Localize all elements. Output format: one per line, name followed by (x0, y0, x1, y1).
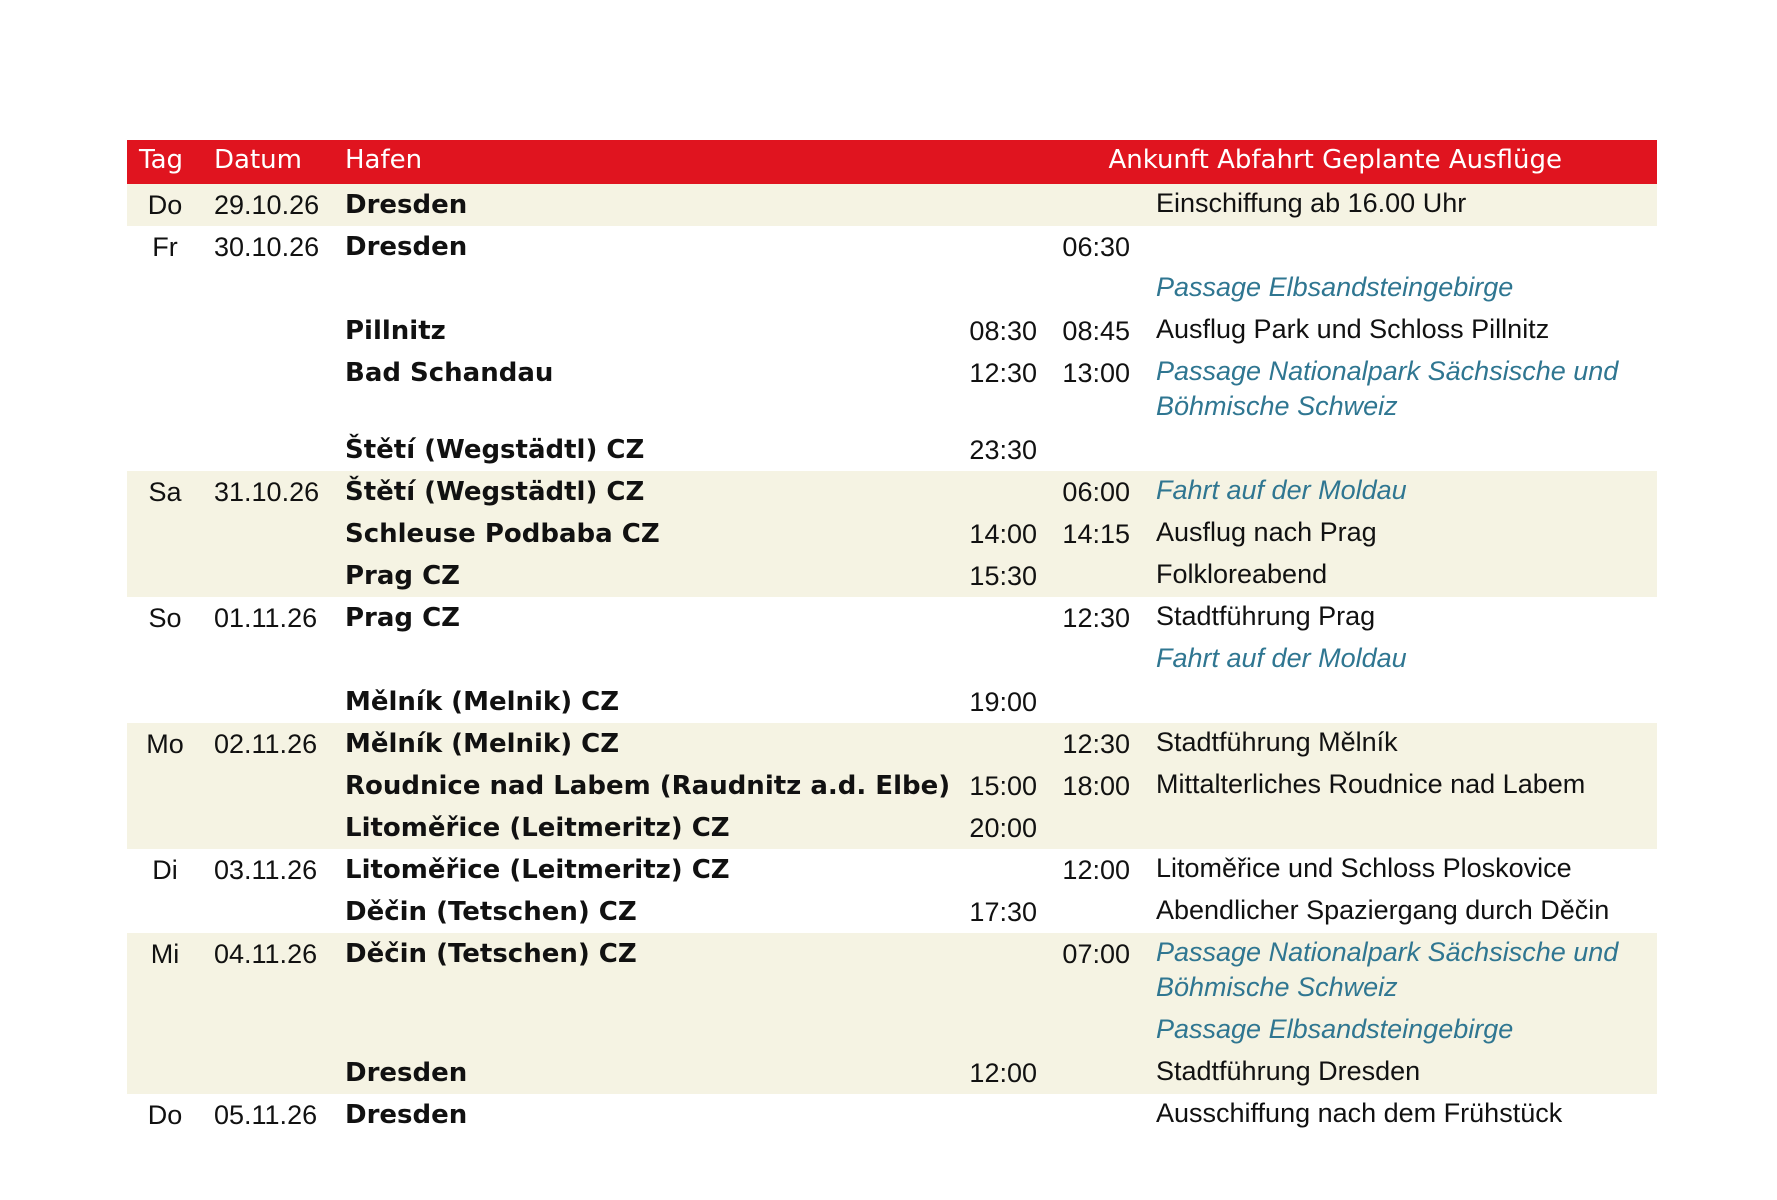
cell-abfahrt: 14:15 (1062, 519, 1130, 549)
cell-tag: So (148, 603, 182, 633)
table-row (127, 513, 1657, 555)
cell-hafen: Dresden (345, 1058, 468, 1088)
cell-ausflug: Einschiffung ab 16.00 Uhr (1156, 188, 1467, 218)
cell-ausflug: Passage Nationalpark Sächsische und Böhmische Schweiz (1156, 937, 1619, 1002)
table-row (127, 765, 1657, 807)
cell-abfahrt: 18:00 (1062, 771, 1130, 801)
cell-ankunft: 23:30 (969, 435, 1037, 465)
cell-ausflug: Passage Elbsandsteingebirge (1156, 272, 1514, 302)
day-group (127, 471, 1657, 597)
cell-datum: 29.10.26 (214, 190, 320, 220)
table-row (127, 268, 1657, 310)
cell-ausflug: Folkloreabend (1156, 559, 1328, 589)
cell-ausflug: Passage Elbsandsteingebirge (1156, 1014, 1514, 1044)
header-tag: Tag (139, 145, 184, 175)
cell-ausflug: Litoměřice und Schloss Ploskovice (1156, 853, 1572, 883)
cell-ankunft: 12:30 (969, 358, 1037, 388)
cell-ankunft: 14:00 (969, 519, 1037, 549)
cell-ausflug: Stadtführung Prag (1156, 601, 1376, 631)
cell-abfahrt: 06:30 (1062, 232, 1130, 262)
header-datum: Datum (214, 145, 302, 175)
table-row (127, 1094, 1657, 1136)
header-ankunft-abfahrt-ausfluege: Ankunft Abfahrt Geplante Ausflüge (1108, 145, 1562, 175)
table-row (127, 891, 1657, 933)
table-header (127, 140, 1657, 184)
cell-tag: Mo (146, 729, 184, 759)
table-row (127, 933, 1657, 1010)
table-row (127, 597, 1657, 639)
table-body (127, 184, 1657, 1136)
cell-hafen: Dresden (345, 232, 468, 262)
cell-hafen: Děčin (Tetschen) CZ (345, 939, 637, 969)
cell-ausflug: Mittalterliches Roudnice nad Labem (1156, 769, 1586, 799)
cell-datum: 31.10.26 (214, 477, 320, 507)
cell-abfahrt: 06:00 (1062, 477, 1130, 507)
header-hafen: Hafen (345, 145, 423, 175)
cell-hafen: Štětí (Wegstädtl) CZ (345, 435, 645, 465)
cell-hafen: Děčin (Tetschen) CZ (345, 897, 637, 927)
day-group (127, 849, 1657, 933)
cell-datum: 01.11.26 (214, 603, 318, 633)
cell-hafen: Schleuse Podbaba CZ (345, 519, 660, 549)
table-row (127, 681, 1657, 723)
table-row (127, 807, 1657, 849)
cell-tag: Do (147, 190, 183, 220)
cell-hafen: Štětí (Wegstädtl) CZ (345, 477, 645, 507)
cell-ausflug: Stadtführung Mělník (1156, 727, 1398, 757)
cell-ausflug: Ausflug nach Prag (1156, 517, 1377, 547)
cell-ankunft: 20:00 (969, 813, 1037, 843)
cell-ausflug: Fahrt auf der Moldau (1156, 643, 1407, 673)
table-row (127, 471, 1657, 513)
cell-tag: Sa (148, 477, 182, 507)
cell-hafen: Litoměřice (Leitmeritz) CZ (345, 813, 730, 843)
day-group (127, 597, 1657, 723)
cell-tag: Fr (152, 232, 178, 262)
cell-datum: 02.11.26 (214, 729, 318, 759)
cell-ausflug: Stadtführung Dresden (1156, 1056, 1421, 1086)
table-row (127, 849, 1657, 891)
table-row (127, 723, 1657, 765)
cell-datum: 04.11.26 (214, 939, 318, 969)
cell-hafen: Litoměřice (Leitmeritz) CZ (345, 855, 730, 885)
cell-abfahrt: 13:00 (1062, 358, 1130, 388)
cell-hafen: Pillnitz (345, 316, 446, 346)
cell-hafen: Prag CZ (345, 561, 461, 591)
itinerary-table (127, 140, 1657, 1136)
table-row (127, 555, 1657, 597)
table-row (127, 429, 1657, 471)
day-group (127, 226, 1657, 471)
cell-hafen: Roudnice nad Labem (Raudnitz a.d. Elbe) (345, 771, 951, 801)
cell-datum: 03.11.26 (214, 855, 318, 885)
cell-ausflug: Fahrt auf der Moldau (1156, 475, 1407, 505)
day-group (127, 184, 1657, 226)
table-row (127, 310, 1657, 352)
table-row (127, 639, 1657, 681)
cell-abfahrt: 07:00 (1062, 939, 1130, 969)
cell-abfahrt: 12:30 (1062, 603, 1130, 633)
cell-ankunft: 15:00 (969, 771, 1037, 801)
table-row (127, 1010, 1657, 1052)
cell-ankunft: 12:00 (969, 1058, 1037, 1088)
cell-abfahrt: 12:30 (1062, 729, 1130, 759)
cell-tag: Do (147, 1100, 183, 1130)
cell-abfahrt: 12:00 (1062, 855, 1130, 885)
table-row (127, 226, 1657, 268)
cell-ausflug: Abendlicher Spaziergang durch Děčin (1156, 895, 1610, 925)
cell-ankunft: 17:30 (969, 897, 1037, 927)
cell-hafen: Dresden (345, 1100, 468, 1130)
cell-ausflug: Ausschiffung nach dem Frühstück (1156, 1098, 1563, 1128)
cell-ankunft: 15:30 (969, 561, 1037, 591)
cell-tag: Di (152, 855, 178, 885)
cell-ankunft: 08:30 (969, 316, 1037, 346)
table-row (127, 1052, 1657, 1094)
cell-hafen: Bad Schandau (345, 358, 554, 388)
cell-datum: 30.10.26 (214, 232, 320, 262)
cell-hafen: Prag CZ (345, 603, 461, 633)
day-group (127, 933, 1657, 1094)
cell-datum: 05.11.26 (214, 1100, 318, 1130)
cell-abfahrt: 08:45 (1062, 316, 1130, 346)
table-row (127, 184, 1657, 226)
day-group (127, 723, 1657, 849)
table-row (127, 352, 1657, 429)
day-group (127, 1094, 1657, 1136)
cell-ausflug: Ausflug Park und Schloss Pillnitz (1156, 314, 1550, 344)
cell-hafen: Mělník (Melnik) CZ (345, 729, 620, 759)
cell-ausflug: Passage Nationalpark Sächsische und Böhmische Schweiz (1156, 356, 1619, 421)
cell-hafen: Mělník (Melnik) CZ (345, 687, 620, 717)
cell-ankunft: 19:00 (969, 687, 1037, 717)
cell-tag: Mi (150, 939, 180, 969)
cell-hafen: Dresden (345, 190, 468, 220)
